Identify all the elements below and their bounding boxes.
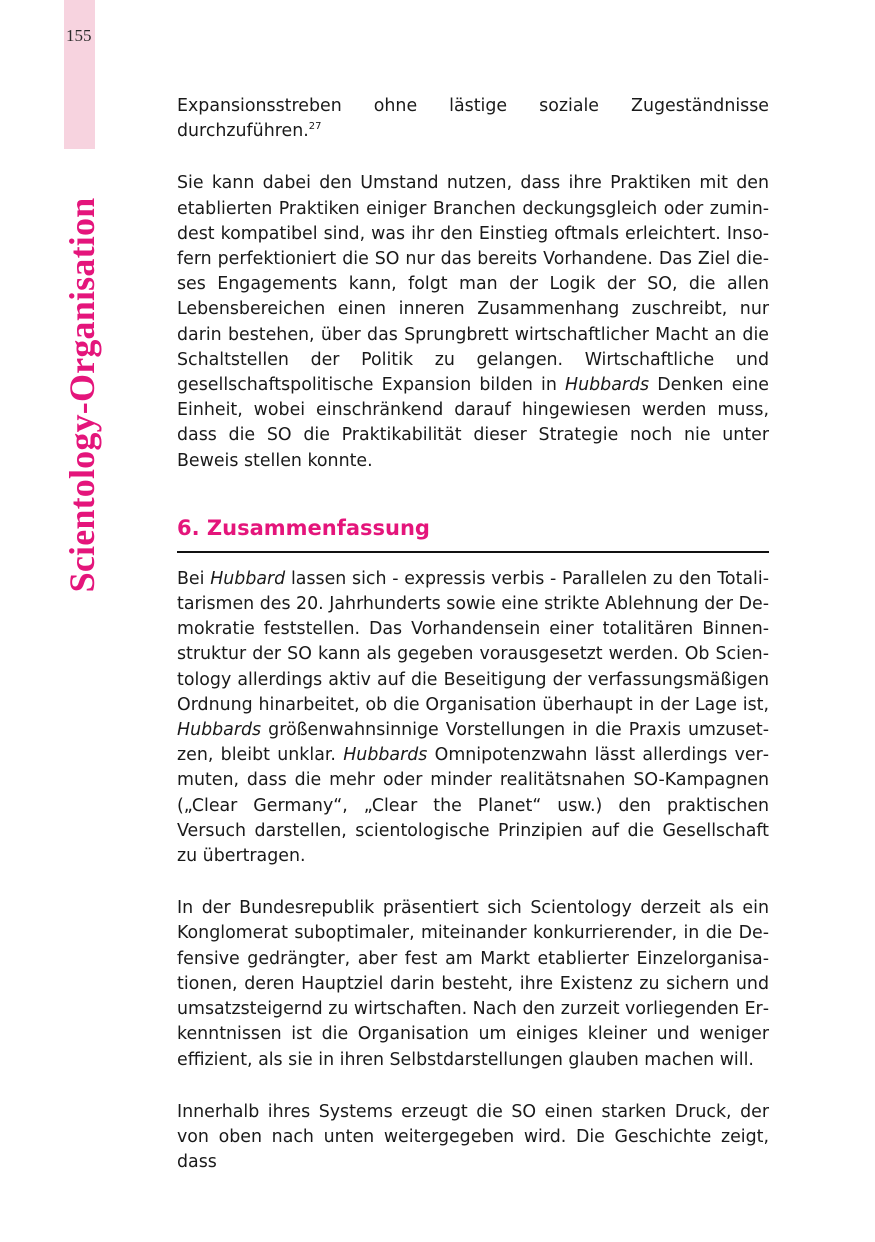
- paragraph-gap: [177, 869, 769, 896]
- section-heading-block: [177, 514, 769, 553]
- paragraph-bundesrepublik: In der Bundesrepublik präsentiert sich Scientology derzeit als ein Konglomerat suboptimaler, miteinander konkurrierender, in die Defensive gedrängter, aber fest am Markt etablierter Einzelorganisationen, deren Hauptziel darin besteht, ihre Existenz zu sichern und umsatzsteigernd zu wirtschaften. Nach den zurzeit vorliegenden Erkenntnissen ist die Organisation um einiges kleiner und weniger effizient, als sie in ihren Selbstdarstellungen glauben machen will.: [177, 898, 769, 1070]
- intro-text: Expansionsstreben ohne lästige soziale Zugeständnisse durchzuführen.: [177, 96, 769, 142]
- footnote-marker: 27: [308, 121, 322, 133]
- paragraph-expansion: [177, 171, 769, 473]
- paragraph-summary: [177, 567, 769, 869]
- paragraph-gap: [177, 1073, 769, 1100]
- paragraph-text: Bei: [177, 568, 211, 589]
- paragraph-text: Denken eine Einheit, wobei einschränkend darauf hingewiesen werden muss, dass die SO die Praktikabilität dieser Strategie noch nie unter Beweis stellen konnte.: [177, 375, 769, 471]
- emphasis-name: Hubbards: [343, 745, 428, 766]
- paragraph-gap: [177, 144, 769, 171]
- paragraph-text: Omnipotenzwahn lässt allerdings vermuten, dass die mehr oder minder realitätsnahen SO-Kampagnen („Clear Germany“, „Clear the Planet“ usw.) den praktischen Versuch darstellen, scientologische Prinzipien auf die Gesellschaft zu übertragen.: [177, 745, 769, 867]
- page-content: [177, 94, 769, 1175]
- paragraph-system: Innerhalb ihres Systems erzeugt die SO einen starken Druck, der von oben nach unten weitergegeben wird. Die Geschichte zeigt, dass: [177, 1101, 769, 1173]
- side-title: Scientology-Organisation: [62, 197, 102, 593]
- emphasis-name: Hubbards: [565, 375, 650, 396]
- page-number: 155: [66, 26, 92, 45]
- emphasis-name: Hubbards: [177, 720, 262, 741]
- paragraph-text: größenwahnsinnige Vorstellungen in die Praxis umzusetzen, bleibt unklar.: [177, 720, 769, 766]
- emphasis-name: Hubbard: [210, 568, 286, 589]
- intro-paragraph: [177, 94, 769, 144]
- paragraph-text: Sie kann dabei den Umstand nutzen, dass ihre Praktiken mit den etablierten Praktiken einiger Branchen deckungsgleich oder zumindest kompatibel sind, was ihr den Einstieg oftmals erleichtert. Insofern perfektioniert die SO nur das bereits Vorhandene. Das Ziel dieses Engagements kann, folgt man der Logik der SO, die allen Lebensbereichen einen inneren Zusammenhang zuschreibt, nur darin bestehen, über das Sprungbrett wirtschaftlicher Macht an die Schaltstellen der Politik zu gelangen. Wirtschaftliche und gesellschaftspolitische Expansion bilden in: [177, 173, 769, 396]
- page-number-tab: [64, 0, 95, 149]
- section-heading: 6. Zusammenfassung: [177, 515, 430, 540]
- paragraph-text: lassen sich - expressis verbis - Parallelen zu den Totalitarismen des 20. Jahrhunderts sowie eine strikte Ablehnung der Demokratie feststellen. Das Vorhandensein einer totalitären Binnenstruktur der SO kann als gegeben vorausgesetzt werden. Ob Scientology allerdings aktiv auf die Beseitigung der verfassungsmäßigen Ordnung hinarbeitet, ob die Organisation überhaupt in der Lage ist,: [177, 568, 769, 715]
